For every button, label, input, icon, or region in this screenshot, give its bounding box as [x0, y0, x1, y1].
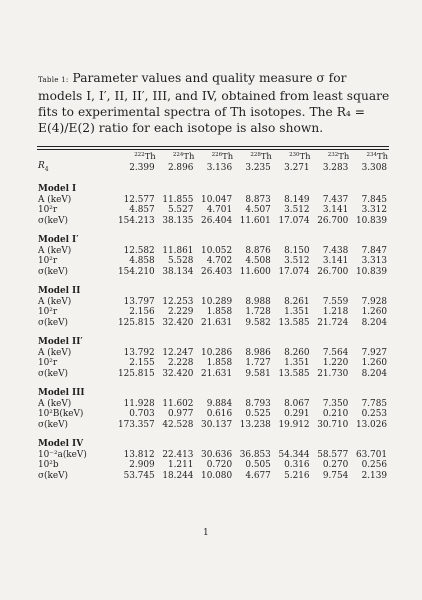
parameter-value: 1.218 [322, 307, 349, 318]
parameter-value: 0.256 [361, 460, 387, 471]
parameter-label: A (keV) [38, 296, 72, 307]
parameter-value: 11.855 [162, 194, 194, 205]
parameter-value: 21.730 [317, 368, 349, 379]
parameter-value: 154.213 [117, 215, 155, 226]
parameter-value: 10.289 [201, 296, 233, 307]
page-number: 1 [203, 528, 209, 538]
r4-value: 3.235 [245, 162, 271, 173]
parameter-value: 4.508 [245, 256, 271, 267]
isotope-element: Th [338, 151, 350, 161]
parameter-value: 32.420 [162, 368, 194, 379]
parameter-value: 4.677 [245, 470, 271, 481]
parameter-value: 13.812 [123, 449, 155, 460]
model-heading: Model II [38, 286, 81, 297]
model-heading-row [38, 337, 388, 348]
parameter-value: 4.857 [129, 205, 155, 216]
parameter-value: 1.211 [167, 460, 194, 471]
parameter-value: 0.703 [129, 409, 155, 420]
model-heading: Model IV [38, 439, 84, 450]
spacer-cell [38, 277, 388, 286]
parameter-value: 125.815 [117, 317, 155, 328]
parameter-value: 10.080 [201, 470, 233, 481]
parameter-value: 2.229 [167, 307, 194, 318]
parameter-row [38, 318, 388, 329]
parameter-label: 10²r [38, 358, 58, 369]
parameter-value: 8.260 [284, 347, 310, 358]
parameter-value: 17.074 [278, 266, 310, 277]
parameter-value: 0.291 [284, 409, 310, 420]
parameter-value: 1.260 [361, 358, 387, 369]
model-heading: Model I′ [38, 235, 79, 246]
parameter-value: 21.631 [201, 317, 233, 328]
parameter-value: 10.286 [201, 347, 233, 358]
parameter-row [38, 471, 388, 482]
parameter-row [38, 307, 388, 318]
parameter-value: 8.261 [284, 296, 310, 307]
parameter-value: 0.210 [322, 409, 349, 420]
parameter-value: 7.785 [361, 398, 387, 409]
parameter-value: 30.710 [317, 419, 349, 430]
parameter-row [38, 246, 388, 257]
parameter-value: 3.312 [361, 205, 387, 216]
parameter-row [38, 267, 388, 278]
parameter-value: 4.702 [206, 256, 233, 267]
spacer-row [38, 430, 388, 439]
parameter-label: σ(keV) [38, 266, 69, 277]
header-row [38, 151, 388, 161]
caption-text: Parameter values and quality measure σ for models I, I′, II, II′, III, and IV, obtained from least square fits to experimental spectra of Th isotopes. The R₄ = E(4)/E(2) ratio for each isotope is also shown. [38, 71, 390, 135]
parameter-value: 0.616 [206, 409, 233, 420]
parameter-row [38, 399, 388, 410]
parameter-value: 21.724 [317, 317, 349, 328]
parameter-value: 8.067 [284, 398, 310, 409]
parameter-value: 3.512 [284, 205, 310, 216]
r4-label: $R_4$ [38, 161, 49, 173]
parameter-label: σ(keV) [38, 419, 69, 430]
parameter-value: 3.141 [322, 205, 349, 216]
parameter-value: 0.505 [245, 460, 271, 471]
parameter-value: 13.238 [239, 419, 271, 430]
parameter-value: 7.927 [361, 347, 387, 358]
parameter-value: 1.858 [206, 358, 233, 369]
parameter-value: 8.873 [245, 194, 271, 205]
parameter-row [38, 460, 388, 471]
parameter-value: 8.986 [245, 347, 271, 358]
r4-value: 3.136 [206, 162, 233, 173]
r4-value: 2.896 [167, 162, 194, 173]
isotope-mass: 222 [134, 152, 145, 158]
model-heading: Model I [38, 184, 77, 195]
parameter-value: 10.839 [355, 266, 387, 277]
parameter-value: 7.564 [322, 347, 349, 358]
parameter-value: 13.585 [278, 317, 310, 328]
isotope-header [156, 151, 195, 161]
parameter-value: 11.602 [162, 398, 194, 409]
parameter-value: 0.525 [245, 409, 271, 420]
parameter-value: 11.601 [239, 215, 271, 226]
spacer-row [38, 328, 388, 337]
parameter-label: A (keV) [38, 194, 72, 205]
r4-value: 3.308 [361, 162, 387, 173]
parameter-value: 38.134 [162, 266, 194, 277]
parameter-table [38, 151, 388, 481]
parameter-value: 54.344 [278, 449, 310, 460]
parameter-value: 5.216 [284, 470, 310, 481]
isotope-mass: 232 [327, 152, 339, 158]
parameter-row [38, 195, 388, 206]
parameter-row [38, 358, 388, 369]
parameter-value: 8.793 [245, 398, 271, 409]
parameter-label: σ(keV) [38, 215, 69, 226]
parameter-value: 38.135 [162, 215, 194, 226]
parameter-value: 7.350 [322, 398, 349, 409]
parameter-value: 8.204 [361, 317, 387, 328]
parameter-value: 0.720 [206, 460, 233, 471]
parameter-value: 36.853 [239, 449, 271, 460]
parameter-value: 30.636 [201, 449, 233, 460]
parameter-value: 0.253 [361, 409, 387, 420]
spacer-cell [38, 379, 388, 388]
spacer-row [38, 379, 388, 388]
parameter-value: 2.156 [129, 307, 155, 318]
parameter-value: 13.797 [123, 296, 155, 307]
parameter-value: 12.253 [162, 296, 194, 307]
parameter-value: 3.141 [322, 256, 349, 267]
parameter-value: 26.700 [317, 266, 349, 277]
parameter-value: 154.210 [117, 266, 155, 277]
model-heading: Model II′ [38, 337, 83, 348]
parameter-label: 10²b [38, 460, 59, 471]
parameter-label: σ(keV) [38, 368, 69, 379]
parameter-value: 9.581 [245, 368, 271, 379]
parameter-value: 13.026 [355, 419, 387, 430]
parameter-value: 2.228 [167, 358, 194, 369]
spacer-cell [38, 175, 388, 184]
parameter-value: 173.357 [117, 419, 155, 430]
r4-value: 3.283 [322, 162, 349, 173]
parameter-value: 125.815 [117, 368, 155, 379]
isotope-mass: 226 [211, 152, 223, 158]
isotope-header [349, 151, 388, 161]
parameter-label: A (keV) [38, 245, 72, 256]
parameter-value: 8.204 [361, 368, 387, 379]
isotope-element: Th [144, 151, 156, 161]
model-heading-row [38, 388, 388, 399]
parameter-value: 10.052 [201, 245, 233, 256]
parameter-value: 0.316 [284, 460, 310, 471]
parameter-row [38, 450, 388, 461]
parameter-value: 11.600 [239, 266, 271, 277]
parameter-value: 7.437 [322, 194, 349, 205]
parameter-label: 10²B(keV) [38, 409, 84, 420]
isotope-header [272, 151, 311, 161]
parameter-value: 12.247 [162, 347, 194, 358]
parameter-label: 10²r [38, 256, 58, 267]
isotope-header [117, 151, 156, 161]
spacer-row [38, 226, 388, 235]
parameter-row [38, 348, 388, 359]
parameter-value: 13.792 [123, 347, 155, 358]
r4-value: 3.271 [284, 162, 310, 173]
parameter-value: 11.861 [162, 245, 194, 256]
parameter-value: 9.884 [206, 398, 233, 409]
parameter-value: 11.928 [123, 398, 155, 409]
table-top-rule-inner [37, 149, 389, 150]
parameter-value: 1.351 [284, 307, 310, 318]
spacer-cell [38, 226, 388, 235]
parameter-row [38, 216, 388, 227]
isotope-element: Th [377, 151, 388, 161]
parameter-value: 42.528 [162, 419, 194, 430]
parameter-value: 2.155 [129, 358, 155, 369]
spacer-row [38, 277, 388, 286]
model-heading-row [38, 439, 388, 450]
parameter-value: 0.977 [167, 409, 194, 420]
model-heading-row [38, 235, 388, 246]
parameter-value: 4.507 [245, 205, 271, 216]
parameter-value: 1.858 [206, 307, 233, 318]
r4-row [38, 161, 388, 175]
isotope-mass: 230 [289, 152, 300, 158]
parameter-value: 9.582 [245, 317, 271, 328]
parameter-value: 4.858 [129, 256, 155, 267]
parameter-value: 4.701 [206, 205, 233, 216]
parameter-value: 8.988 [245, 296, 271, 307]
caption-label: Table 1: [38, 75, 69, 84]
parameter-value: 7.845 [361, 194, 387, 205]
table-top-rule [37, 146, 389, 147]
parameter-value: 1.727 [245, 358, 271, 369]
parameter-value: 2.909 [129, 460, 155, 471]
parameter-value: 58.577 [317, 449, 349, 460]
parameter-value: 1.728 [245, 307, 271, 318]
isotope-element: Th [222, 151, 234, 161]
spacer-row [38, 175, 388, 184]
parameter-value: 8.876 [245, 245, 271, 256]
isotope-element: Th [260, 151, 272, 161]
isotope-header [311, 151, 350, 161]
parameter-value: 26.700 [317, 215, 349, 226]
parameter-value: 3.512 [284, 256, 310, 267]
parameter-value: 1.351 [284, 358, 310, 369]
parameter-label: σ(keV) [38, 317, 69, 328]
parameter-value: 8.150 [284, 245, 310, 256]
table-caption [38, 70, 390, 136]
parameter-value: 13.585 [278, 368, 310, 379]
parameter-value: 21.631 [201, 368, 233, 379]
parameter-row [38, 297, 388, 308]
isotope-mass: 228 [250, 152, 261, 158]
parameter-value: 7.438 [322, 245, 349, 256]
parameter-value: 30.137 [201, 419, 233, 430]
parameter-value: 3.313 [361, 256, 387, 267]
parameter-value: 1.260 [361, 307, 387, 318]
isotope-mass: 224 [172, 152, 184, 158]
parameter-label: A (keV) [38, 347, 72, 358]
isotope-element: Th [183, 151, 195, 161]
parameter-value: 18.244 [162, 470, 194, 481]
parameter-value: 12.582 [123, 245, 155, 256]
parameter-value: 9.754 [322, 470, 349, 481]
model-heading-row [38, 184, 388, 195]
parameter-value: 8.149 [284, 194, 310, 205]
spacer-cell [38, 328, 388, 337]
parameter-label: 10⁻²a(keV) [38, 449, 87, 460]
isotope-header [194, 151, 233, 161]
parameter-row [38, 409, 388, 420]
parameter-value: 7.847 [361, 245, 387, 256]
r4-value: 2.399 [129, 162, 155, 173]
parameter-value: 17.074 [278, 215, 310, 226]
parameter-row [38, 369, 388, 380]
parameter-label: 10²r [38, 205, 58, 216]
spacer-cell [38, 430, 388, 439]
parameter-value: 7.928 [361, 296, 387, 307]
header-corner [38, 151, 117, 161]
model-heading-row [38, 286, 388, 297]
parameter-value: 0.270 [322, 460, 349, 471]
parameter-value: 10.839 [355, 215, 387, 226]
isotope-mass: 234 [366, 152, 378, 158]
isotope-header [233, 151, 272, 161]
parameter-label: σ(keV) [38, 470, 69, 481]
parameter-value: 2.139 [361, 470, 387, 481]
parameter-row [38, 205, 388, 216]
parameter-value: 63.701 [355, 449, 387, 460]
parameter-row [38, 256, 388, 267]
parameter-value: 26.403 [201, 266, 233, 277]
isotope-element: Th [299, 151, 311, 161]
parameter-label: 10²r [38, 307, 58, 318]
parameter-value: 22.413 [162, 449, 194, 460]
parameter-value: 1.220 [322, 358, 349, 369]
parameter-value: 5.528 [167, 256, 194, 267]
parameter-value: 32.420 [162, 317, 194, 328]
parameter-value: 7.559 [322, 296, 349, 307]
parameter-value: 26.404 [201, 215, 233, 226]
parameter-value: 10.047 [201, 194, 233, 205]
model-heading: Model III [38, 388, 85, 399]
parameter-value: 12.577 [123, 194, 155, 205]
parameter-label: A (keV) [38, 398, 72, 409]
parameter-row [38, 420, 388, 431]
parameter-value: 19.912 [278, 419, 310, 430]
parameter-value: 5.527 [167, 205, 194, 216]
parameter-value: 53.745 [123, 470, 155, 481]
